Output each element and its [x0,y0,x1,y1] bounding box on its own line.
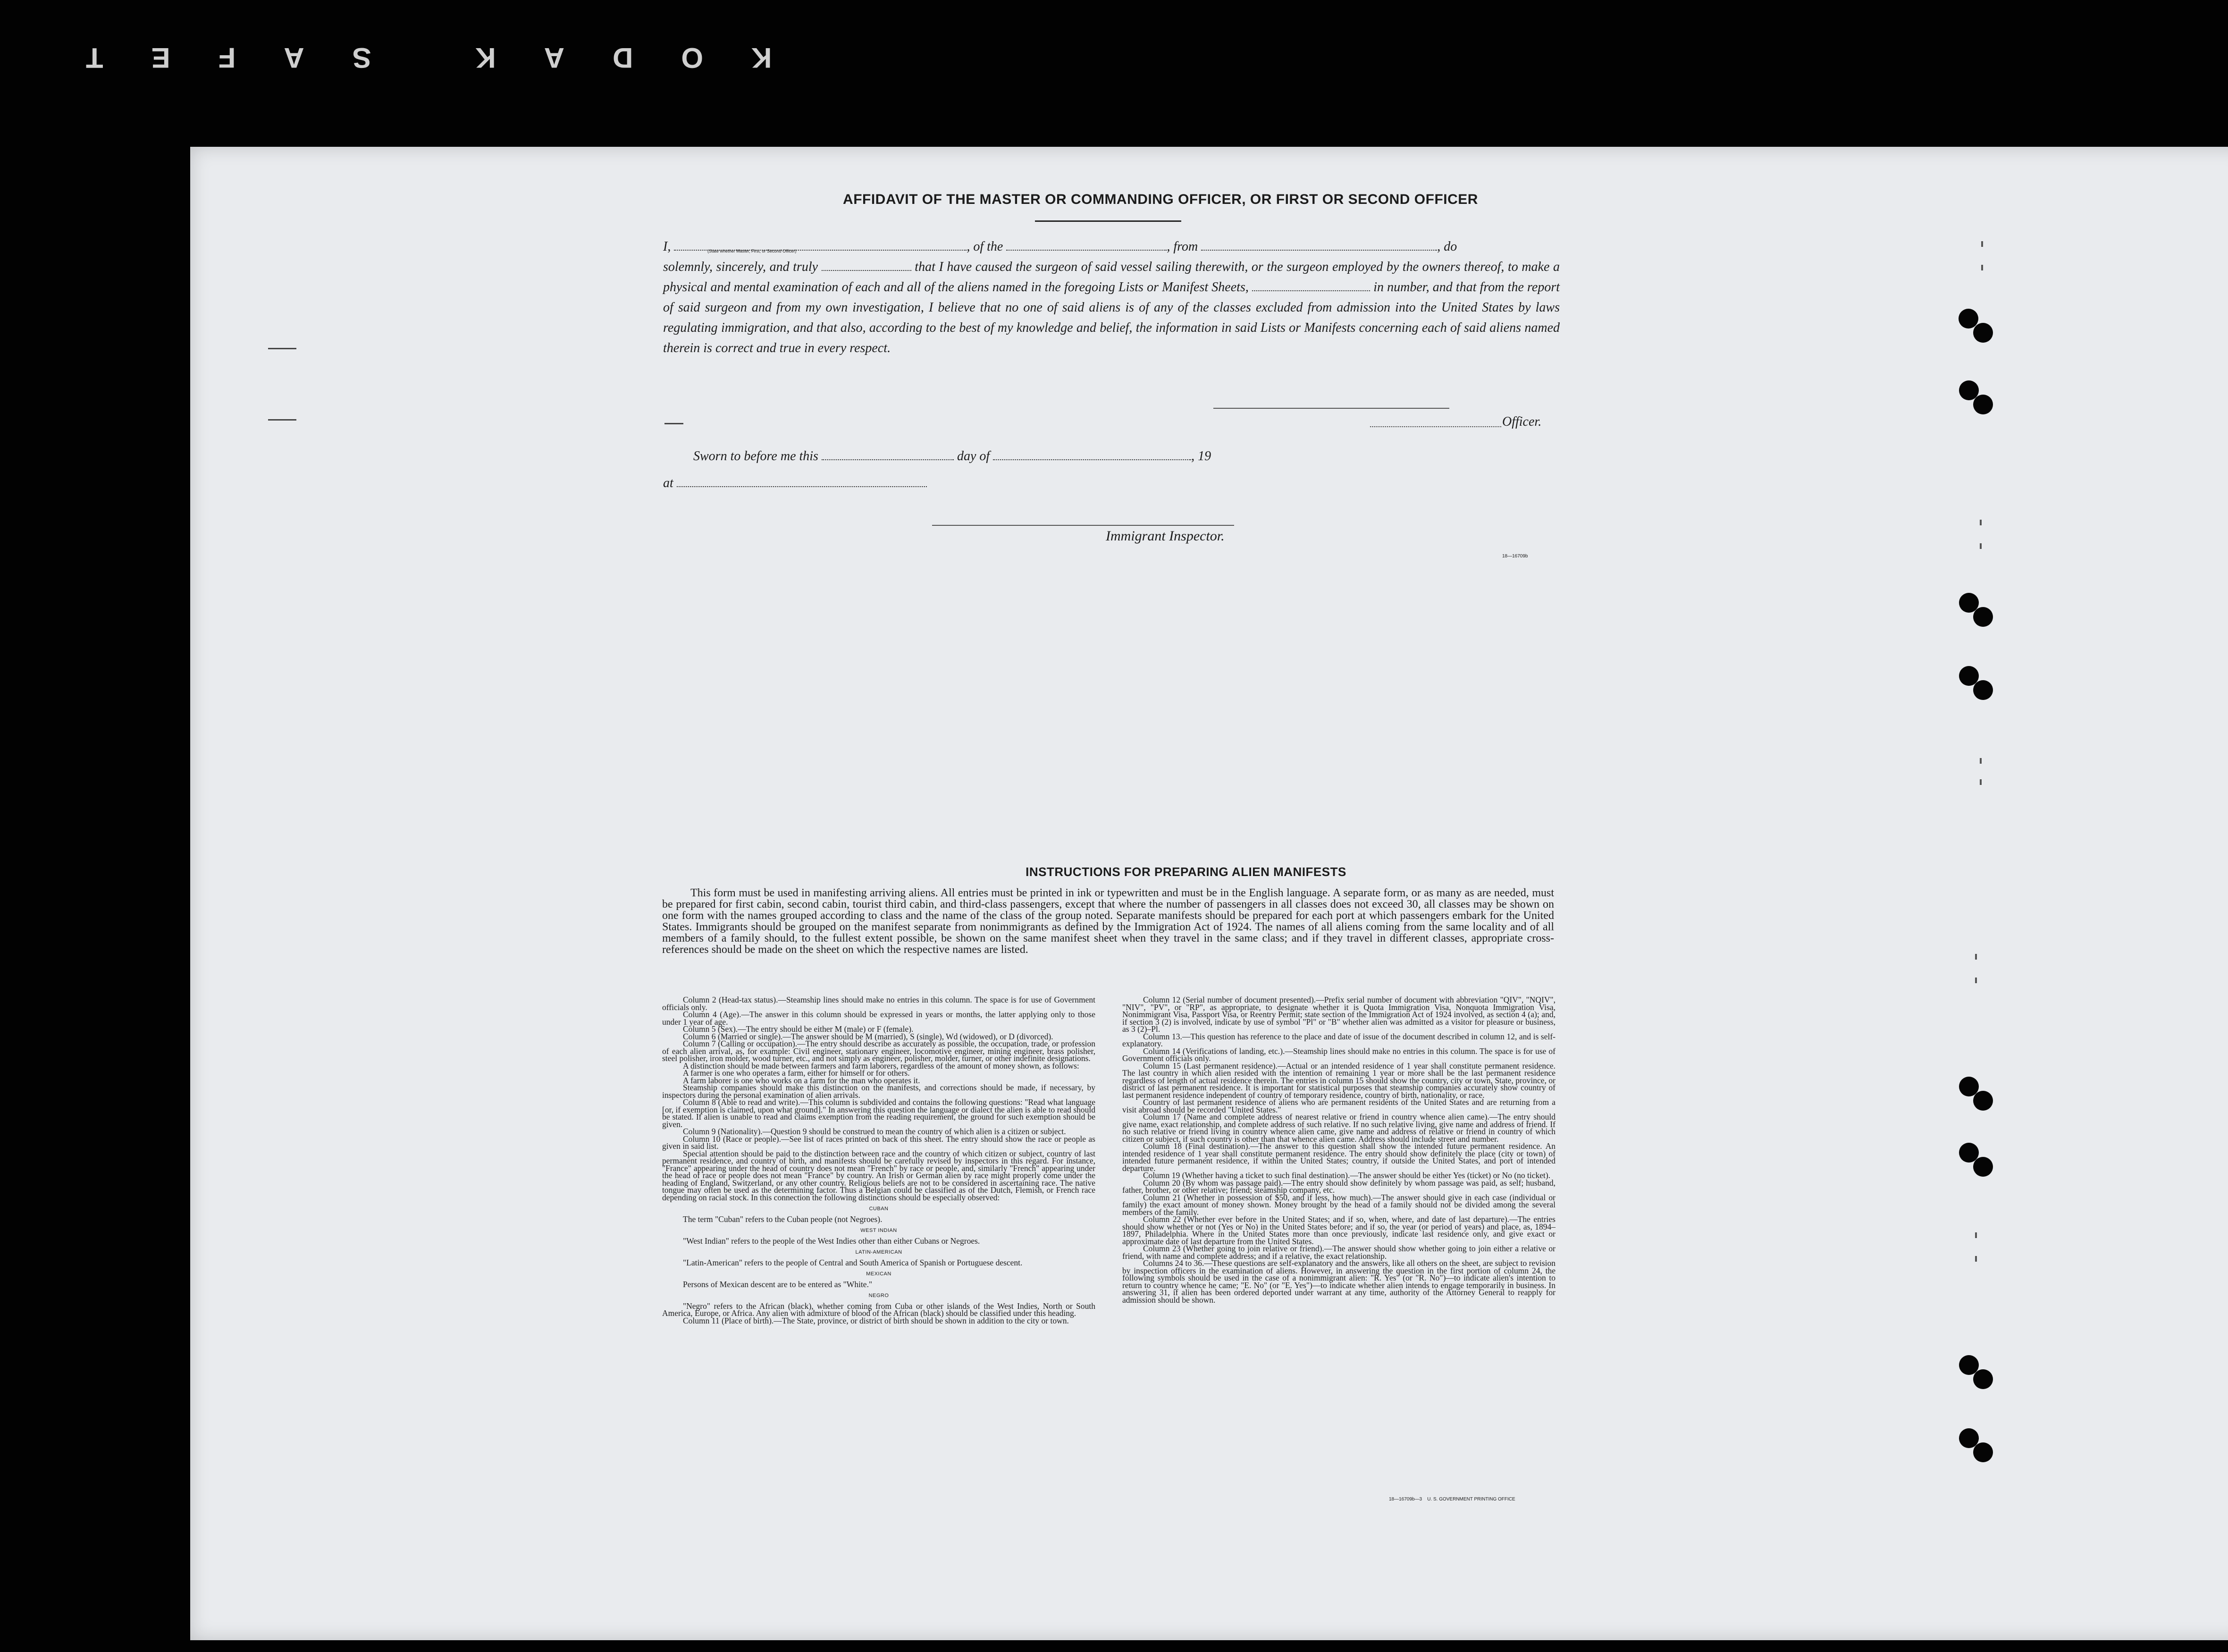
punch-hole [1973,607,1993,627]
section-heading: NEGRO [868,1293,889,1298]
vessel-field[interactable] [1006,240,1167,251]
instruction-paragraph: Columns 24 to 36.—These questions are self-explanatory and the answers, like all others on the sheet, are subject to revision by inspection officers in the examination of aliens. However, in answering the question in the first portion of column 24, the following symbols should be used in the case of a nonimmigrant alien: "R. Yes" (or "R. No")—to indicate alien's intention to return to country whence he came; "E. No" (or "E. Yes")—to indicate whether alien intends to engage temporarily in business. In answering 31, if alien has been ordered deported under warrant at any time, authority of the Attorney General to reapply for admission should be shown. [1122,1258,1555,1305]
instruction-paragraph: Special attention should be paid to the distinction between race and the country of which citizen or subject, country of last permanent residence, and country of birth, and manifests should be carefully revised by inspectors in this regard. For instance, "France" appearing under the head of country does not mean "French" by race or people, and, similarly "French" appearing under the head of race or people does not mean "France" by country. An Irish or German alien by race might properly come under the heading of England, Switzerland, or any other country. Religious beliefs are not to be considered in ascertaining race. The native tongue may often be used as the determining factor. Thus a Belgian could be classified as of the Dutch, Flemish, or French race depending on racial stock. In this connection the following distinctions should be especially observed: [662,1148,1095,1202]
punch-hole [1973,680,1993,700]
affidavit-title: AFFIDAVIT OF THE MASTER OR COMMANDING OFFICER, OR FIRST OR SECOND OFFICER [843,192,1478,207]
edge-mark [1975,954,1977,960]
instruction-paragraph: Column 19 (Whether having a ticket to such final destination).—The answer should be either Yes (ticket) or No (no ticket). [1143,1171,1551,1180]
affidavit-do: , do [1437,239,1457,254]
sworn-day-field[interactable] [822,450,954,460]
rank-field[interactable] [822,261,911,271]
manifest-sheet [190,147,2228,1640]
instruction-paragraph: "Latin-American" refers to the people of Central and South America of Spanish or Portuguese descent. [683,1257,1023,1267]
edge-mark [1975,1232,1977,1238]
instruction-paragraph: A farm laborer is one who works on a farm for the man who operates it. [683,1075,920,1085]
instruction-paragraph: Column 22 (Whether ever before in the United States; and if so, when, where, and date of last departure).—The entries should show whether or not (Yes or No) in the United States before; and if so, the year (or period of years) and place, as, 1894–1897, Philadelphia. Where in the United States more than once previously, indicate last residence only, and give exact or approximate date of last departure from the United States. [1122,1214,1555,1246]
instruction-paragraph: Column 15 (Last permanent residence).—Actual or an intended residence of 1 year shall constitute permanent residence. The last country in which alien resided with the intention of remaining 1 year or more shall be the last permanent residence regardless of length of actual residence therein. The entries in column 15 should show the country, city or town, State, province, or district of last permanent residence. It is important for statistical purposes that steamship companies accurately show country of last permanent residence independent of country of temporary residence, country of birth, nationality, or race. [1122,1061,1555,1100]
instruction-paragraph: Column 2 (Head-tax status).—Steamship lines should make no entries in this column. The space is for use of Government officials only. [662,995,1095,1012]
instruction-paragraph: Column 6 (Married or single).—The answer should be M (married), S (single), Wd (widowed), or D (divorced). [683,1031,1053,1041]
instruction-paragraph: Column 14 (Verifications of landing, etc.).—Steamship lines should make no entries in this column. The space is for use of Government officials only. [1122,1046,1555,1063]
edge-mark [1981,241,1983,247]
instruction-paragraph: A farmer is one who operates a farm, either for himself or for others. [683,1068,910,1078]
margin-mark [664,423,683,424]
edge-mark [1975,1256,1977,1262]
sworn-at [663,476,927,491]
instruction-paragraph: A distinction should be made between farmers and farm laborers, regardless of the amount of money shown, as follows: [683,1061,1079,1070]
affidavit-of-the: , of the [967,239,1003,254]
instruction-paragraph: Column 18 (Final destination).—The answer to this question shall show the intended future permanent residence. An intended residence of 1 year shall constitute permanent residence. The entry should show definitely the place (city or town) of intended future permanent residence, if within the United States; country, if outside the United States, and port of intended departure. [1122,1141,1555,1173]
edge-mark [1981,265,1983,270]
punch-hole [1973,1369,1993,1389]
form-number: 18—16709b [1502,554,1528,559]
instruction-paragraph: Steamship companies should make this distinction on the manifests, and corrections should be made, if necessary, by inspectors during the personal examination of alien arrivals. [662,1083,1095,1100]
inspector-label: Immigrant Inspector. [1106,528,1225,544]
footer-printer: U. S. GOVERNMENT PRINTING OFFICE [1427,1497,1515,1502]
rank-note: (State whether Master, First, or Second Officer) [707,249,797,253]
affidavit-i: I, [663,239,671,254]
instruction-paragraph: Column 17 (Name and complete address of nearest relative or friend in country whence alien came).—The entry should give name, exact relationship, and complete address of such relative. If no such relative living, give name and address of friend. If no such relative or friend living in country whence alien came, give name and address of relative or friend in country of which citizen or subject, if such country is other than that whence alien came. Address should include street and number. [1122,1112,1555,1144]
sworn-statement [693,449,1211,464]
instructions-right-column [1122,996,1555,1304]
film-edge-mark: KODAK SAFET [38,42,772,74]
instruction-paragraph: Column 4 (Age).—The answer in this column should be expressed in years or months, the latter applying only to those under 1 year of age. [662,1010,1095,1027]
instruction-paragraph: Column 20 (By whom was passage paid).—The entry should show definitely by whom passage was paid, as self; husband, father, brother, or other relative; friend; steamship company, etc. [1122,1178,1555,1195]
edge-mark [1980,543,1982,549]
instruction-paragraph: Column 10 (Race or people).—See list of races printed on back of this sheet. The entry should show the race or people as given in said list. [662,1134,1095,1151]
sworn-month-field[interactable] [993,450,1191,460]
affidavit-text-1: that I have caused the surgeon of said vessel sailing therewith, or the surgeon employed by the owners thereof, to make a physical and mental examination of each and all of the aliens named in the foregoing Lists or Manifest Sheets, [663,260,1560,295]
instruction-paragraph: "Negro" refers to the African (black), whether coming from Cuba or other islands of the West Indies, North or South America, Europe, or Africa. Any alien with admixture of blood of the African (black) should be classified under this heading. [662,1301,1095,1318]
edge-mark [1975,978,1977,983]
instruction-paragraph: Column 23 (Whether going to join relative or friend).—The answer should show whether going to join either a relative or friend, with name and complete address; and if a relative, the exact relationship. [1122,1244,1555,1261]
section-heading: MEXICAN [866,1271,891,1277]
affidavit-from: , from [1167,239,1198,254]
instruction-paragraph: Column 9 (Nationality).—Question 9 should be construed to mean the country of which alien is a citizen or subject. [683,1127,1066,1136]
section-heading: CUBAN [869,1206,889,1212]
instructions-left-column [662,996,1095,1324]
title-underline [1035,220,1181,222]
affidavit-text-2: in number, and that from the report of said surgeon and from my own investigation, I believe that no one of said aliens is of any of the classes excluded from admission into the United States by laws regulating immigration, and that also, according to the best of my knowledge and belief, the information in said Lists or Manifests concerning each of said aliens named therein is correct and true in every respect. [663,280,1560,355]
inspector-signature-line[interactable] [932,525,1234,526]
margin-mark [268,348,296,349]
instruction-paragraph: "West Indian" refers to the people of the West Indies other than either Cubans or Negroes. [683,1236,980,1246]
instruction-paragraph: Column 8 (Able to read and write).—This column is subdivided and contains the following questions: "Read what language [or, if exemption is claimed, upon what ground]." In answering this question the language or dialect the alien is able to read should be stated. If alien is unable to read and claims exemption from the reading requirement, the ground for such exemption should be given. [662,1097,1095,1129]
alien-count-field[interactable] [1252,281,1370,291]
edge-mark [1980,520,1982,525]
instruction-paragraph: Persons of Mexican descent are to be entered as "White." [683,1279,873,1289]
sworn-text-b: day of [957,449,990,464]
instruction-paragraph: Country of last permanent residence of aliens who are permanent residents of the United States and are returning from a visit abroad should be recorded "United States." [1122,1097,1555,1114]
instruction-paragraph: Column 5 (Sex).—The entry should be either M (male) or F (female). [683,1024,914,1034]
instruction-paragraph: Column 7 (Calling or occupation).—The entry should describe as accurately as possible, the occupation, trade, or profession of each alien arrival, as, for example: Civil engineer, stationary engineer, locomotive engineer, mining engineer, brass polisher, steel polisher, iron molder, wood turner, etc., and not simply as engineer, polisher, molder, turner, or other indefinite designations. [662,1039,1095,1063]
punch-hole [1973,323,1993,343]
sworn-place-field[interactable] [677,477,927,487]
instruction-paragraph: Column 21 (Whether in possession of $50, and if less, how much).—The answer should give in each case (individual or family) the exact amount of money shown. Money brought by the head of a family should not be divided among the several members of the family. [1122,1192,1555,1217]
instruction-paragraph: Column 11 (Place of birth).—The State, province, or district of birth should be shown in addition to the city or town. [683,1315,1069,1325]
footer-number: 18—16709b—3 [1389,1497,1422,1502]
section-heading: WEST INDIAN [860,1228,897,1233]
punch-hole [1973,395,1993,414]
margin-mark [268,419,296,421]
punch-hole [1973,1091,1993,1111]
sworn-text-a: Sworn to before me this [693,449,818,464]
edge-mark [1980,758,1982,764]
port-field[interactable] [1201,240,1437,251]
edge-mark [1980,779,1982,785]
footer-form-number [1389,1497,1515,1502]
sworn-at-label: at [663,476,673,490]
instruction-paragraph: The term "Cuban" refers to the Cuban people (not Negroes). [683,1214,883,1224]
instruction-paragraph: Column 13.—This question has reference to the place and date of issue of the document described in column 12, and is self-explanatory. [1122,1031,1555,1048]
officer-signature-field[interactable] [1370,426,1501,427]
officer-label: Officer. [1502,414,1542,429]
instructions-title: INSTRUCTIONS FOR PREPARING ALIEN MANIFESTS [1026,865,1346,879]
signature-line[interactable] [1213,408,1449,409]
section-heading: LATIN-AMERICAN [855,1249,902,1255]
affidavit-solemnly: solemnly, sincerely, and truly [663,260,818,274]
affidavit-body [663,236,1560,358]
punch-hole [1973,1157,1993,1177]
instructions-intro: This form must be used in manifesting arriving aliens. All entries must be printed in ink or typewritten and must be in the English language. A separate form, or as many as are needed, must be prepared for first cabin, second cabin, tourist third cabin, and third-class passengers, except that where the number of passengers in all classes does not exceed 30, all classes may be shown on one form with the names grouped according to class and the name of the class of the group noted. Separate manifests should be prepared for each port at which passengers embark for the United States. Immigrants should be grouped on the manifest separate from nonimmigrants as defined by the Immigration Act of 1924. The names of all aliens coming from the same locality and of all members of a family should, to the fullest extent possible, be shown on the same manifest sheet when they travel in the same class; and if they travel in different classes, appropriate cross-references should be made on the sheet on which the respective names are listed. [662,887,1554,956]
instruction-paragraph: Column 12 (Serial number of document presented).—Prefix serial number of document with abbreviation "QIV", "NQIV", "NIV", "PV", or "RP", as appropriate, to designate whether it is Quota Immigration Visa, Nonquota Immigration Visa, Nonimmigrant Visa, Passport Visa, or Reentry Permit; state section of the Immigration Act of 1924 involved, as section 4 (a); and, if section 3 (2) is involved, indicate by use of symbol "Pl" or "B" whether alien was admitted as a visitor for pleasure or business, as 3 (2)–Pl. [1122,995,1555,1034]
sworn-text-c: , 19 [1191,449,1211,464]
punch-hole [1973,1442,1993,1462]
